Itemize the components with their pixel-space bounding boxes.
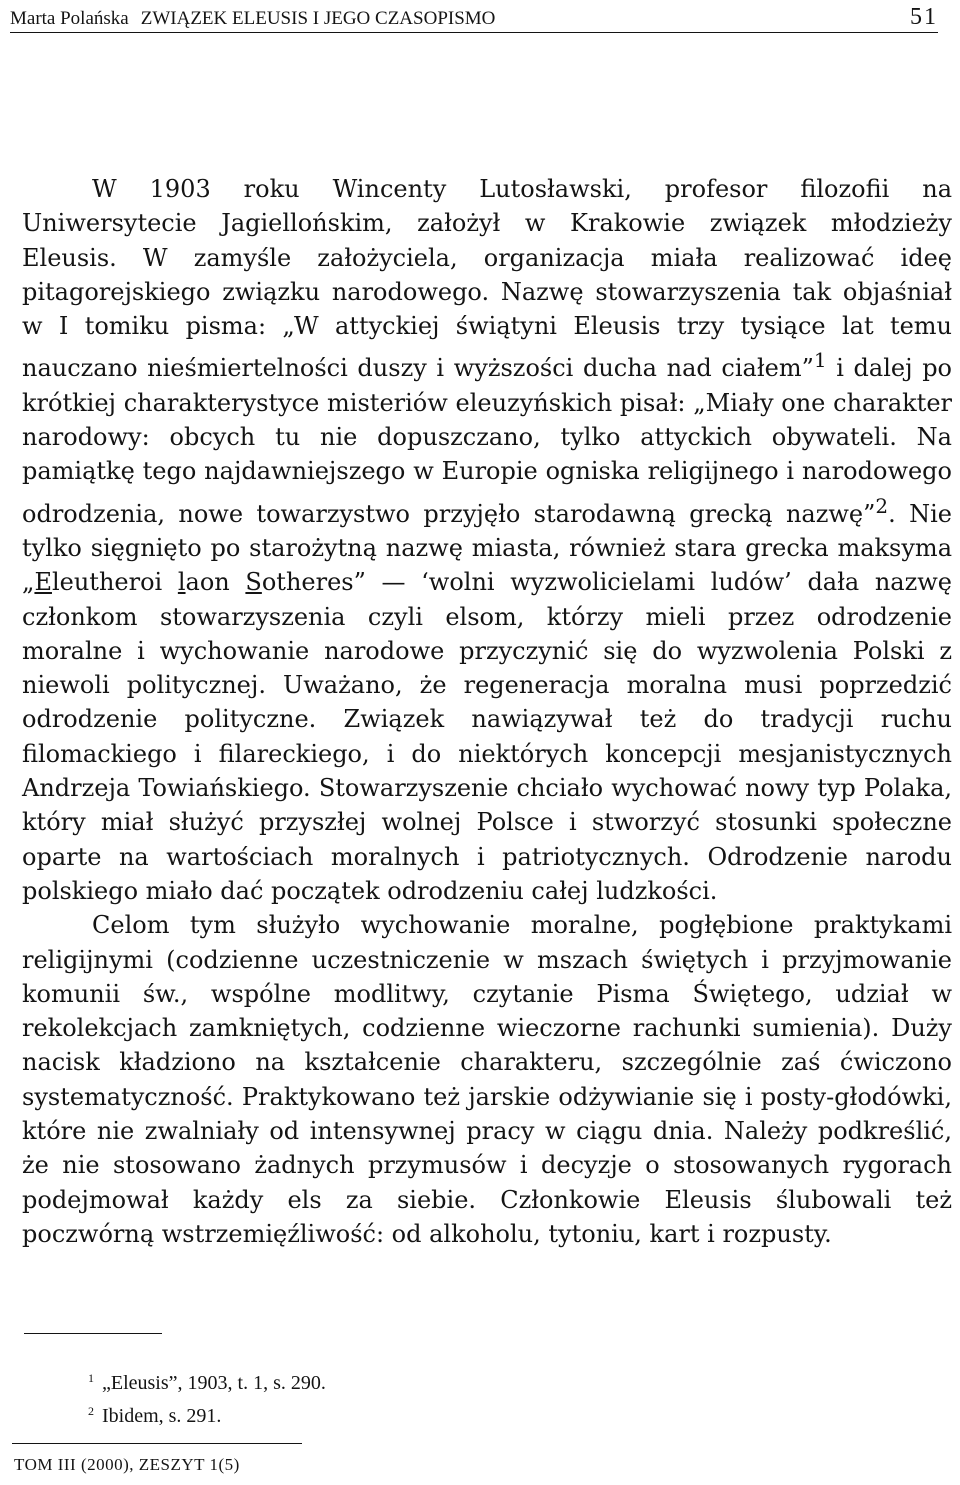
maxim-initial-l: l <box>177 568 186 597</box>
footnote-ref-1: 1 <box>813 348 827 373</box>
running-header <box>10 4 938 33</box>
footnote-1-marker: 1 <box>88 1371 94 1385</box>
page-number: 51 <box>910 4 938 30</box>
footnote-2-marker: 2 <box>88 1404 94 1418</box>
article-title: ZWIĄZEK ELEUSIS I JEGO CZASOPISMO <box>140 8 496 29</box>
paragraph-1-part-2: i dalej po krótkiej charakterystyce misteriów eleuzyńskich pisał: „Miały one charakter narodowy: obcych tu nie dopuszczano, tylko attyckich obywateli. Na pamiątkę tego najdawniejszego w Europie ogniska religijnego i narodowego odrodzenia, nowe towarzystwo przyjęło starodawną grecką nazwę” <box>22 354 953 528</box>
maxim-word-2: aon <box>185 568 246 597</box>
footnote-1 <box>88 1364 326 1397</box>
article-body <box>22 172 952 1251</box>
maxim-word-3: otheres” <box>261 568 366 597</box>
header-left <box>10 8 495 30</box>
paragraph-1-part-4: — ‘wolni wyzwolicielami ludów’ dała nazwę członkom stowarzyszenia czyli elsom, którzy mieli przez odrodzenie moralne i wychowanie narodowe przyczynić się do wyzwolenia Polski z niewoli politycznej. Uważano, że regeneracja moralna musi poprzedzić odrodzenie polityczne. Związek nawiązywał też do tradycji ruchu filomackiego i filareckiego, i do niektórych koncepcji mesjanistycznych Andrzeja Towiańskiego. Stowarzyszenie chciało wychować nowy typ Polaka, który miał służyć przyszłej wolnej Polsce i stworzyć stosunki społeczne oparte na wartościach moralnych i patriotycznych. Odrodzenie narodu polskiego miało dać początek odrodzeniu całej ludzkości. <box>22 568 952 905</box>
maxim-initial-e: E <box>34 568 52 597</box>
footnote-2-text: Ibidem, s. 291. <box>102 1405 222 1427</box>
volume-info: TOM III (2000), ZESZYT 1(5) <box>14 1455 240 1474</box>
footnote-ref-2: 2 <box>875 493 889 518</box>
maxim-initial-s: S <box>245 568 262 597</box>
paragraph-1 <box>22 172 952 908</box>
footer-rule <box>12 1443 302 1444</box>
paragraph-1-part-3: . Nie tylko sięgnięto po starożytną nazwę miasta, również stara grecka maksyma „ <box>22 499 952 597</box>
maxim-word-1: leutheroi <box>51 568 178 597</box>
footnote-1-text: „Eleusis”, 1903, t. 1, s. 290. <box>102 1372 326 1394</box>
paragraph-2: Celom tym służyło wychowanie moralne, pogłębione praktykami religijnymi (codzienne uczestniczenie w mszach świętych i przyjmowanie komunii św., wspólne modlitwy, czytanie Pisma Świętego, udział w rekolekcjach zamkniętych, codzienne wieczorne rachunki sumienia). Duży nacisk kładziono na kształcenie charakteru, szczególnie zaś ćwiczono systematyczność. Praktykowano też jarskie odżywianie się i posty-głodówki, które nie zwalniały od intensywnej pracy w ciągu dnia. Należy podkreślić, że nie stosowano żadnych przymusów i decyzje o stosowanych rygorach podejmował każdy els za siebie. Członkowie Eleusis ślubowali też poczwórną wstrzemięźliwość: od alkoholu, tytoniu, kart i rozpusty. <box>22 911 952 1248</box>
paragraph-1-part-1: W 1903 roku Wincenty Lutosławski, profesor filozofii na Uniwersytecie Jagiellońskim, założył w Krakowie związek młodzieży Eleusis. W zamyśle założyciela, organizacja miała realizować ideę pitagorejskiego związku narodowego. Nazwę stowarzyszenia tak objaśniał w I tomiku pisma: „W attyckiej świątyni Eleusis trzy tysiące lat temu nauczano nieśmiertelności duszy i wyższości ducha nad ciałem” <box>22 175 952 383</box>
footnote-2 <box>88 1397 326 1430</box>
author-name: Marta Polańska <box>10 8 129 29</box>
footnote-separator <box>24 1333 162 1334</box>
footnotes <box>88 1364 326 1430</box>
